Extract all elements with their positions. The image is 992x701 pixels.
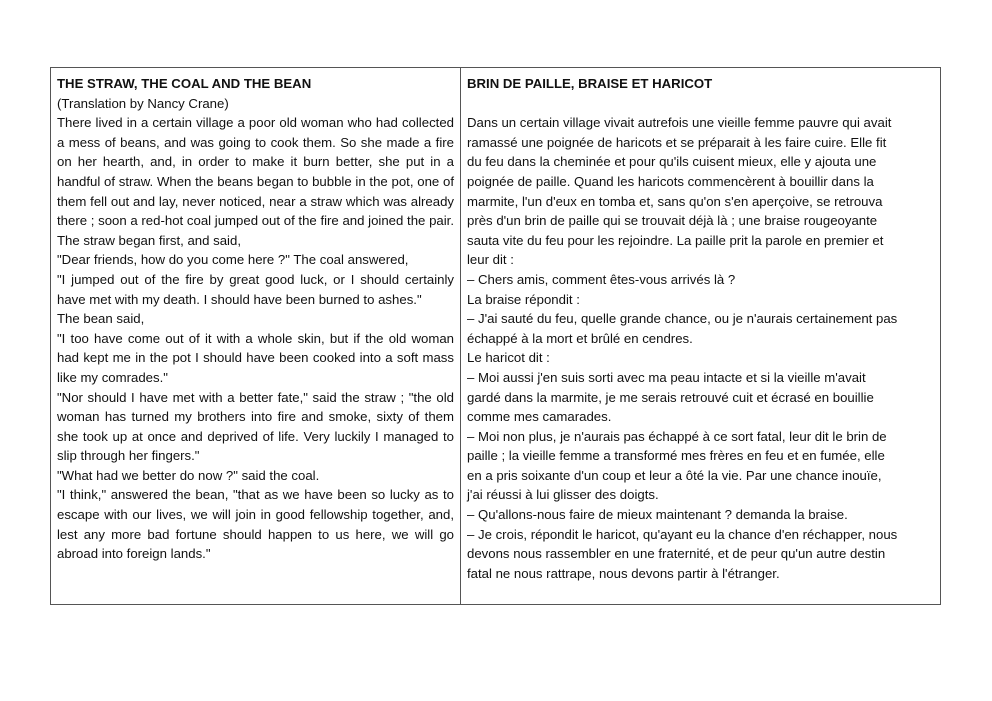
french-line: Le haricot dit : (467, 350, 550, 366)
french-line: paille ; la vieille femme a transformé mes frères en feu et en fumée, elle (467, 448, 885, 464)
french-line: en a pris soixante d'un coup et leur a ôté la vie. Par une chance inouïe, (467, 467, 882, 483)
french-line: près d'un brin de paille qui se trouvait déjà là ; une braise rougeoyante (467, 213, 878, 229)
english-paragraph: The bean said, (57, 311, 145, 327)
french-line: échappé à la mort et brûlé en cendres. (467, 330, 693, 346)
english-paragraph: "I jumped out of the fire by great good luck, or I should certainly have met with my death. I should have been burned to ashes." (57, 271, 454, 307)
french-line: du feu dans la cheminée et pour qu'ils cuisent mieux, elle y ajouta une (467, 154, 877, 170)
english-paragraph: "I think," answered the bean, "that as we have been so lucky as to escape with our lives, we will join in good fellowship together, and, lest any more bad fortune should happen to us here, we will go abroad into foreign lands." (57, 487, 454, 562)
french-line: gardé dans la marmite, je me serais retrouvé cuit et écrasé en bouillie (467, 389, 874, 405)
french-line: – Moi aussi j'en suis sorti avec ma peau intacte et si la vieille m'avait (467, 369, 866, 385)
english-paragraph: "Nor should I have met with a better fate," said the straw ; "the old woman has turned my brothers into fire and smoke, sixty of them she took up at once and deprived of life. Very luckily I managed to slip through her fingers." (57, 389, 454, 464)
french-column (461, 68, 940, 604)
french-line: marmite, l'un d'eux en tomba et, sans qu'on s'en aperçoive, se retrouva (467, 193, 883, 209)
french-line: comme mes camarades. (467, 409, 612, 425)
french-line: ramassé une poignée de haricots et se préparait à les faire cuire. Elle fit (467, 134, 887, 150)
french-line: devons nous rassembler en une fraternité, et de peur qu'un autre destin (467, 546, 886, 562)
french-line: – Qu'allons-nous faire de mieux maintenant ? demanda la braise. (467, 507, 848, 523)
french-line: – J'ai sauté du feu, quelle grande chance, ou je n'aurais certainement pas (467, 311, 898, 327)
english-paragraph: "What had we better do now ?" said the coal. (57, 467, 320, 483)
french-title: BRIN DE PAILLE, BRAISE ET HARICOT (467, 76, 713, 91)
french-line: leur dit : (467, 252, 514, 268)
french-line: poignée de paille. Quand les haricots commencèrent à bouillir dans la (467, 173, 874, 189)
english-subtitle: (Translation by Nancy Crane) (57, 95, 229, 111)
french-line: j'ai réussi à lui glisser des doigts. (467, 487, 659, 503)
french-line: – Moi non plus, je n'aurais pas échappé à ce sort fatal, leur dit le brin de (467, 428, 887, 444)
blank-line (467, 94, 932, 114)
english-paragraph: "Dear friends, how do you come here ?" The coal answered, (57, 252, 409, 268)
french-line: Dans un certain village vivait autrefois une vieille femme pauvre qui avait (467, 115, 892, 131)
english-column (51, 68, 461, 604)
french-line: – Chers amis, comment êtes-vous arrivés là ? (467, 271, 736, 287)
bilingual-table (50, 67, 941, 605)
french-line: – Je crois, répondit le haricot, qu'ayant eu la chance d'en réchapper, nous (467, 526, 898, 542)
english-title: THE STRAW, THE COAL AND THE BEAN (57, 76, 312, 91)
french-line: La braise répondit : (467, 291, 580, 307)
french-line: sauta vite du feu pour les rejoindre. La paille prit la parole en premier et (467, 232, 884, 248)
english-paragraph: "I too have come out of it with a whole skin, but if the old woman had kept me in the pot I should have been cooked into a soft mass like my comrades." (57, 330, 454, 385)
english-paragraph: There lived in a certain village a poor old woman who had collected a mess of beans, and was going to cook them. So she made a fire on her hearth, and, in order to make it burn better, she put in a handful of straw. When the beans began to bubble in the pot, one of them fell out and lay, never noticed, near a straw which was already there ; soon a red-hot coal jumped out of the fire and joined the pair. The straw began first, and said, (57, 115, 454, 248)
french-line: fatal ne nous rattrape, nous devons partir à l'étranger. (467, 565, 780, 581)
